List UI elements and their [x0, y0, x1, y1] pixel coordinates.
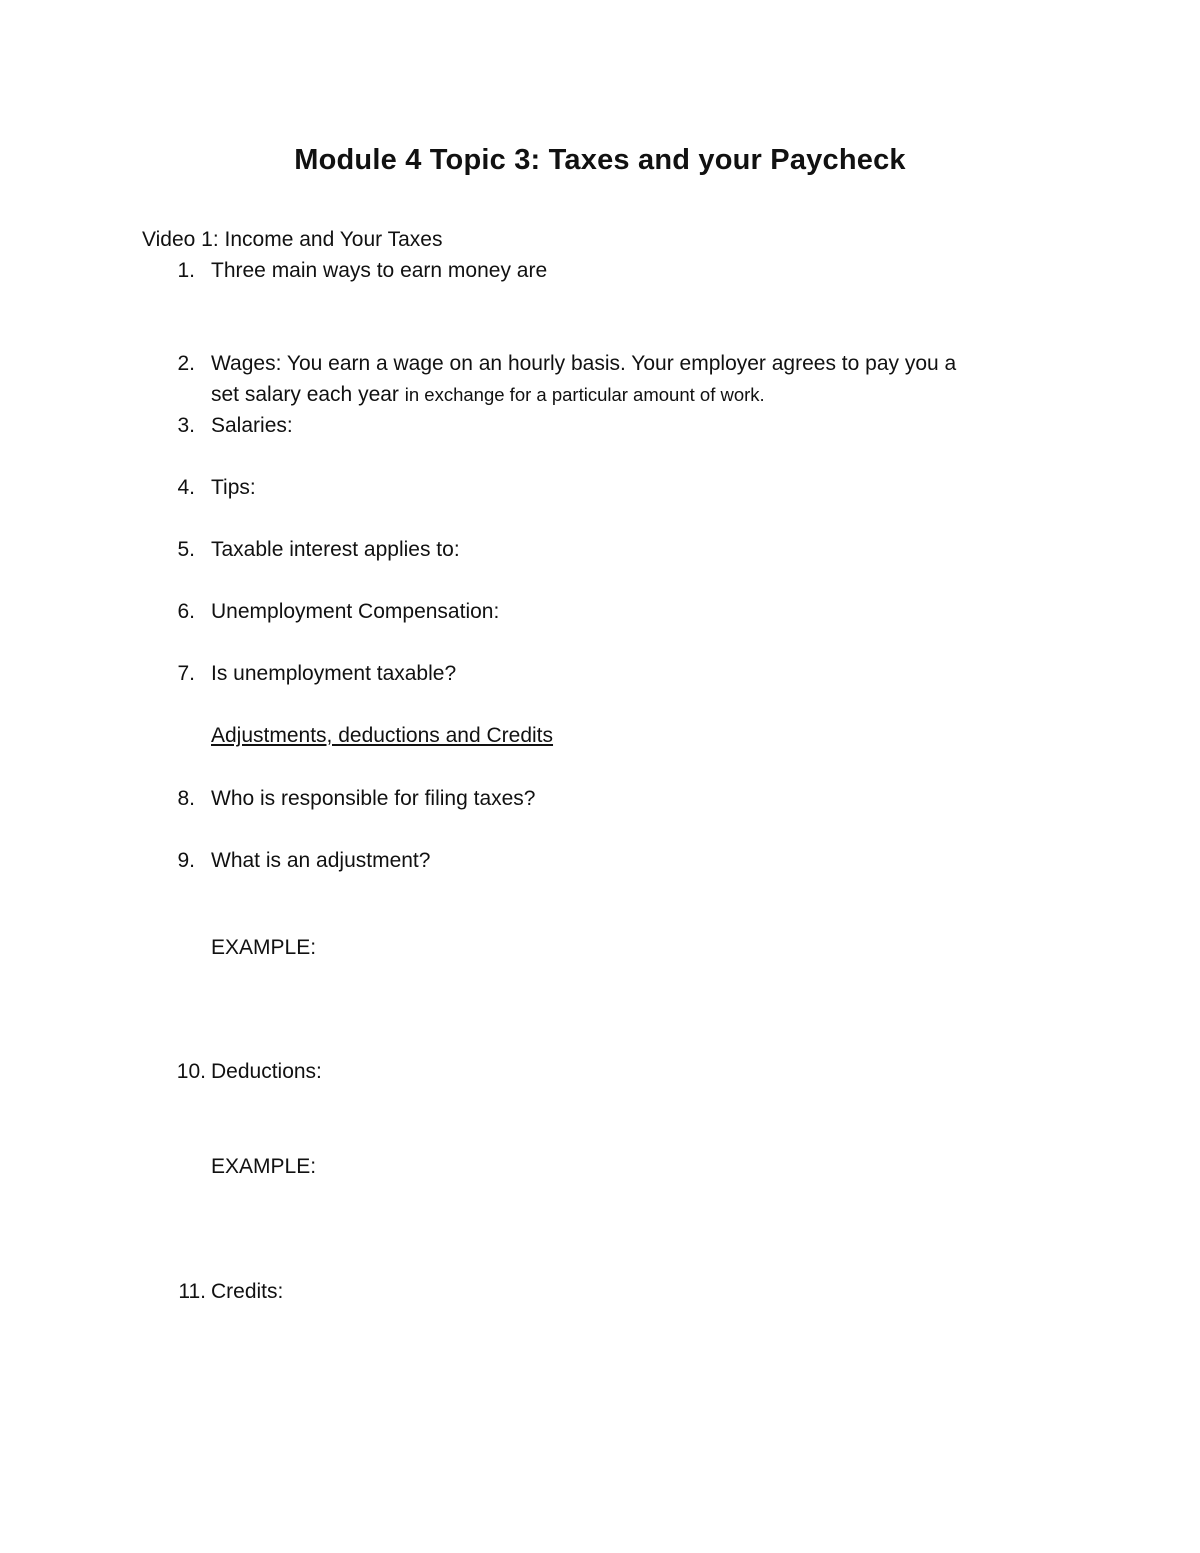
item-text: Who is responsible for filing taxes? [211, 787, 536, 810]
item-number: 2. [177, 352, 195, 375]
item-number: 6. [177, 600, 195, 623]
item-number: 4. [177, 476, 195, 499]
item-number: 3. [177, 414, 195, 437]
item-text: Unemployment Compensation: [211, 600, 500, 623]
item-text: Wages: You earn a wage on an hourly basis. Your employer agrees to pay you a [211, 352, 957, 375]
item-text: Credits: [211, 1280, 284, 1303]
item-text: Tips: [211, 476, 256, 499]
item-text: Three main ways to earn money are [211, 259, 548, 282]
section-heading: Video 1: Income and Your Taxes [142, 228, 443, 251]
item-text: Is unemployment taxable? [211, 662, 457, 685]
item-number: 5. [177, 538, 195, 561]
item-number: 8. [177, 787, 195, 810]
item-text-continuation [211, 379, 765, 410]
item-number: 11. [178, 1280, 206, 1303]
item-text-continuation-part: in exchange for a particular amount of work. [404, 384, 765, 405]
item-text: Salaries: [211, 414, 293, 437]
item-number: 1. [177, 259, 195, 282]
example-label: EXAMPLE: [211, 1155, 317, 1178]
item-text: Taxable interest applies to: [211, 538, 460, 561]
item-number: 9. [177, 849, 195, 872]
item-text: Deductions: [211, 1060, 322, 1083]
item-text: What is an adjustment? [211, 849, 431, 872]
item-number: 10. [176, 1060, 206, 1083]
example-label: EXAMPLE: [211, 936, 317, 959]
subheading: Adjustments, deductions and Credits [211, 724, 554, 747]
page-title: Module 4 Topic 3: Taxes and your Paycheck [294, 144, 906, 176]
item-text-continuation-part: set salary each year [211, 383, 405, 406]
item-number: 7. [177, 662, 195, 685]
